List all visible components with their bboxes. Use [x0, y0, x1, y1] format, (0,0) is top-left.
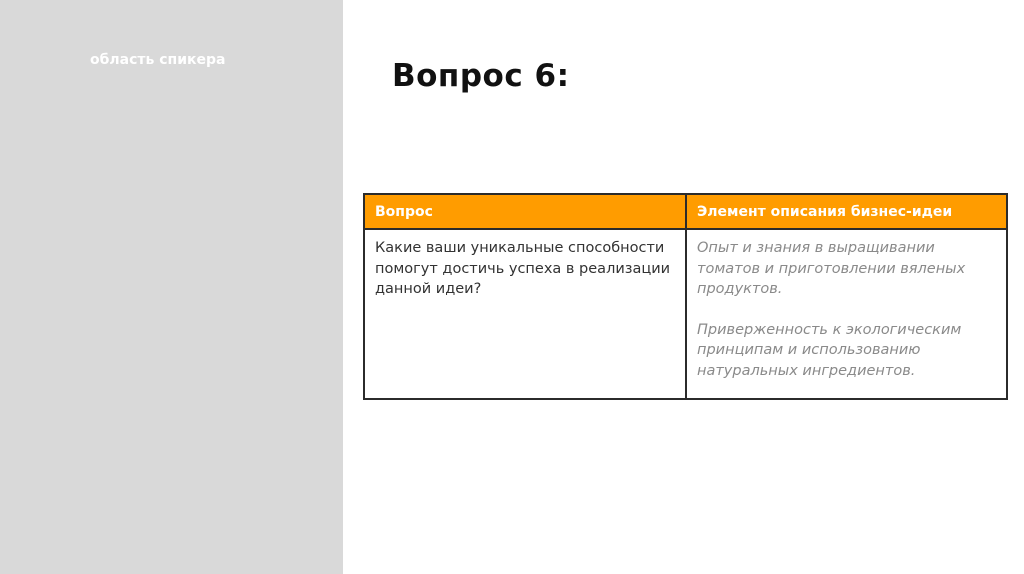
question-cell: Какие ваши уникальные способности помогут достичь успеха в реализации данной идеи? — [364, 229, 686, 399]
slide-title: Вопрос 6: — [392, 58, 570, 94]
table-header-row — [364, 194, 1007, 229]
speaker-area-label: область спикера — [90, 52, 226, 68]
table-row — [364, 229, 1007, 399]
answer-paragraph-experience: Опыт и знания в выращивании томатов и приготовлении вяленых продуктов. — [697, 240, 966, 297]
header-element: Элемент описания бизнес-идеи — [686, 194, 1007, 229]
answer-cell — [686, 229, 1007, 399]
question-table — [363, 193, 1008, 400]
header-question: Вопрос — [364, 194, 686, 229]
speaker-area — [0, 0, 343, 574]
answer-paragraph-ecology: Приверженность к экологическим принципам и использованию натуральных ингредиентов. — [697, 321, 962, 379]
